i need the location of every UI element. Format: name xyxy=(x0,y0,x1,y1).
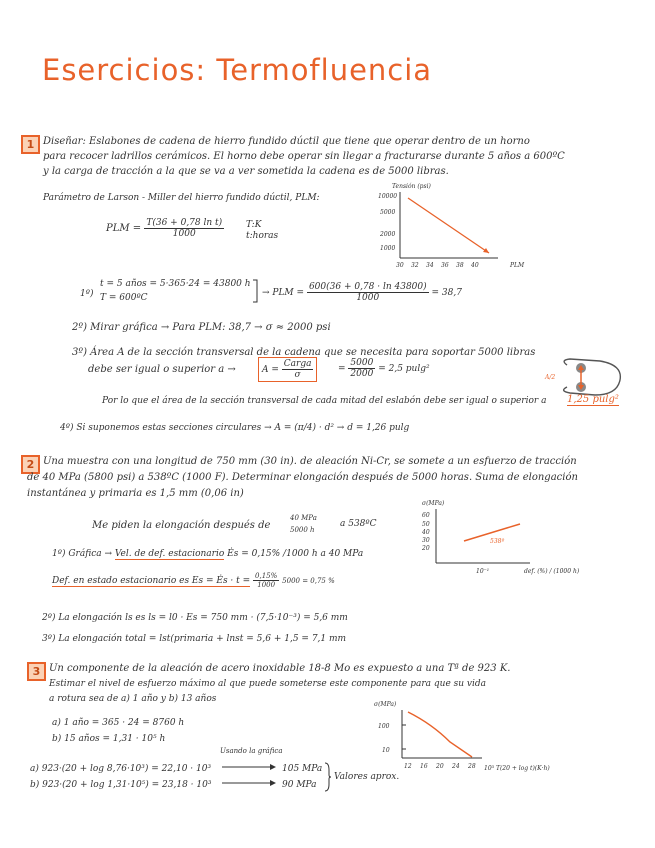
ex3-graph-xtick: 28 xyxy=(468,763,476,770)
ex1-step3-highlight: 1,25 pulg² xyxy=(567,394,619,405)
exercise-1-number: 1 xyxy=(21,135,40,154)
ex1-graph-xlabel: PLM xyxy=(510,262,525,269)
ex1-formula-fraction xyxy=(144,218,224,239)
ex1-step3-box-lhs: A = xyxy=(262,365,279,375)
ex3-graph-xtick: 12 xyxy=(404,763,412,770)
ex1-step3-denominator: 2000 xyxy=(350,369,374,379)
ex2-creep-rate-graph xyxy=(420,497,580,577)
ex1-formula-numerator: T(36 + 0,78 ln t) xyxy=(146,218,223,228)
ex1-lm-formula xyxy=(106,218,224,239)
ex1-step3-area-box xyxy=(258,357,317,382)
ex1-step3-box-numerator: Carga xyxy=(283,359,312,369)
ex3-b-time: b) 15 años = 1,31 · 10⁵ h xyxy=(52,734,166,744)
ex1-graph-ytick: 10000 xyxy=(378,193,398,200)
ex1-step3-line-3: Por lo que el área de la sección transversal de cada mitad del eslabón debe ser igual o superior a xyxy=(102,396,547,406)
page-title: Esercicios: Termofluencia xyxy=(42,53,433,87)
ex1-step1-numerator: 600(36 + 0,78 · ln 43800) xyxy=(308,282,427,292)
ex2-statement-line-3: instantánea y primaria es 1,5 mm (0,06 in) xyxy=(27,488,244,499)
ex3-graph-xtick: 24 xyxy=(452,763,460,770)
ex1-step1-time: t = 5 años = 5·365·24 = 43800 h xyxy=(100,279,251,289)
ex2-statement-line-2: de 40 MPa (5800 psi) a 538ºC (1000 F). Determinar elongación después de 5000 horas. Suma de elongación xyxy=(27,472,578,483)
ex1-statement-line-1: Diseñar: Eslabones de cadena de hierro fundido dúctil que tiene que operar dentro de un horno xyxy=(43,136,530,147)
ex3-a-result: 105 MPa xyxy=(282,764,323,774)
ex1-graph-ytick: 5000 xyxy=(380,209,396,216)
ex1-graph-xtick: 36 xyxy=(441,262,449,269)
ex1-lm-parameter-label: Parámetro de Larson - Miller del hierro fundido dúctil, PLM: xyxy=(43,193,320,203)
ex1-step3-calc: = $\frac{5000}{2000}$ = 2,5 pulg² xyxy=(338,358,430,379)
ex3-a-calc: a) 923·(20 + log 8,76·10³) = 22,10 · 10³ xyxy=(30,764,212,774)
ex1-step4: 4º) Si suponemos estas secciones circulares → A = (π/4) · d² → d = 1,26 pulg xyxy=(60,423,410,433)
ex1-graph-xtick: 40 xyxy=(471,262,479,269)
ex2-step1-rest: Ės = 0,15% /1000 h a 40 MPa xyxy=(227,549,364,559)
ex1-step1-denominator: 1000 xyxy=(356,293,380,303)
ex3-graph-ytick: 10 xyxy=(382,747,390,754)
ex3-graph-xtick: 20 xyxy=(436,763,444,770)
ex3-graph-xlabel: 10³ T(20 + log t)(K·h) xyxy=(484,765,550,772)
ex1-graph-xtick: 34 xyxy=(426,262,434,269)
ex1-graph-ytick: 2000 xyxy=(380,231,396,238)
ex1-graph-xtick: 32 xyxy=(411,262,419,269)
ex1-step1-lhs: → PLM = xyxy=(262,288,305,298)
ex1-graph-xtick: 30 xyxy=(396,262,404,269)
ex1-step3-result: = 2,5 pulg² xyxy=(378,364,430,374)
ex2-step1 xyxy=(52,549,363,559)
ex2-asked-temp: a 538ºC xyxy=(340,519,377,529)
ex1-larson-miller-graph xyxy=(378,180,536,275)
ex3-b-calc: b) 923·(20 + log 1,31·10⁵) = 23,18 · 10³ xyxy=(30,780,212,790)
ex2-step1b-numerator: 0,15% xyxy=(255,572,278,580)
ex2-graph-ytick: 20 xyxy=(422,545,430,552)
ex1-graph-ylabel: Tensión (psi) xyxy=(392,183,431,190)
ex1-step1-result: = 38,7 xyxy=(431,288,462,298)
ex2-graph-xlabel: def. (%) / (1000 h) xyxy=(524,568,580,575)
ex2-graph-ytick: 60 xyxy=(422,512,430,519)
ex1-step3-box-fraction xyxy=(282,359,314,380)
ex3-brace xyxy=(324,762,332,792)
exercise-2-number: 2 xyxy=(21,455,40,474)
ex1-step1-fraction xyxy=(307,282,429,303)
ex3-graph-ytick: 100 xyxy=(378,723,390,730)
ex3-approx-note: Valores aprox. xyxy=(334,772,400,782)
ex2-graph-line-label: 538º xyxy=(490,538,505,545)
ex2-step1b-rest: 5000 = 0,75 % xyxy=(282,577,335,585)
ex2-graph-ytick: 50 xyxy=(422,521,430,528)
ex1-step1-temp: T = 600ºC xyxy=(100,293,148,303)
ex2-step1b-denominator: 1000 xyxy=(257,581,276,589)
ex3-a-time: a) 1 año = 365 · 24 = 8760 h xyxy=(52,718,185,728)
ex2-graph-xtick: 10⁻¹ xyxy=(476,568,490,575)
ex2-asked: Me piden la elongación después de xyxy=(92,520,271,531)
ex2-asked-stress: 40 MPa xyxy=(290,514,317,522)
ex2-step1b-fraction xyxy=(253,572,279,589)
ex1-step3-fraction xyxy=(348,358,375,379)
ex1-formula-unit-t: t:horas xyxy=(246,231,279,241)
ex3-statement-line-1: Un componente de la aleación de acero inoxidable 18-8 Mo es expuesto a una Tª de 923 K. xyxy=(49,663,511,674)
ex3-larson-miller-graph xyxy=(372,700,652,780)
ex1-graph-xtick: 38 xyxy=(456,262,464,269)
ex2-graph-ylabel: σ(MPa) xyxy=(422,500,445,507)
ex3-graph-ylabel: σ(MPa) xyxy=(374,701,397,708)
ex1-step3-box-denominator: σ xyxy=(294,370,301,380)
ex3-graph-xtick: 16 xyxy=(420,763,428,770)
exercise-3-number: 3 xyxy=(27,662,46,681)
ex1-step3-line-1: 3º) Área A de la sección transversal de la cadena que se necesita para soportar 5000 libras xyxy=(72,347,536,358)
ex1-step3-numerator: 5000 xyxy=(350,358,374,368)
ex1-step1-bracket xyxy=(252,279,260,303)
ex1-step3-line-2: debe ser igual o superior a → xyxy=(88,364,236,375)
ex1-formula-lhs: PLM = xyxy=(106,223,142,234)
ex3-via-graph: Usando la gráfica xyxy=(220,747,283,755)
ex2-step1-prefix: 1º) Gráfica → xyxy=(52,549,112,559)
ex2-step1-underlined: Vel. de def. estacionario xyxy=(114,549,225,559)
ex2-step2: 2º) La elongación ls es ls = l0 · Es = 750 mm · (7,5·10⁻³) = 5,6 mm xyxy=(42,613,348,623)
ex1-formula-unit-T: T:K xyxy=(246,220,262,230)
ex1-formula-denominator: 1000 xyxy=(172,229,196,239)
ex1-statement-line-3: y la carga de tracción a la que se va a ver sometida la cadena es de 5000 libras. xyxy=(43,166,449,177)
ex2-graph-ytick: 30 xyxy=(422,537,430,544)
ex1-step2: 2º) Mirar gráfica → Para PLM: 38,7 → σ ≈ 2000 psi xyxy=(72,322,331,333)
ex3-b-result: 90 MPa xyxy=(282,780,317,790)
ex1-step1-prefix: 1º) xyxy=(80,289,94,299)
ex1-step1-plm xyxy=(262,282,462,303)
ex3-statement-line-2: Estimar el nivel de esfuerzo máximo al que puede someterse este componente para que su vida xyxy=(49,679,487,689)
ex2-step1b-underlined: Def. en estado estacionario es Es = Ės · t = xyxy=(52,576,251,586)
ex2-step3: 3º) La elongación total = lst(primaria + lnst = 5,6 + 1,5 = 7,1 mm xyxy=(42,634,347,644)
ex2-statement-line-1: Una muestra con una longitud de 750 mm (30 in). de aleación Ni-Cr, se somete a un esfuerzo de tracción xyxy=(43,456,577,467)
ex1-statement-line-2: para recocer ladrillos cerámicos. El horno debe operar sin llegar a fracturarse durante 5 años a 600ºC xyxy=(43,151,565,162)
ex3-arrows xyxy=(220,761,280,791)
ex2-graph-ytick: 40 xyxy=(422,529,430,536)
link-label: A/2 xyxy=(545,374,556,381)
ex2-step1b xyxy=(52,572,335,589)
ex3-statement-line-3: a rotura sea de a) 1 año y b) 13 años xyxy=(49,694,217,704)
ex1-graph-ytick: 1000 xyxy=(380,245,396,252)
ex2-asked-time: 5000 h xyxy=(290,526,315,534)
